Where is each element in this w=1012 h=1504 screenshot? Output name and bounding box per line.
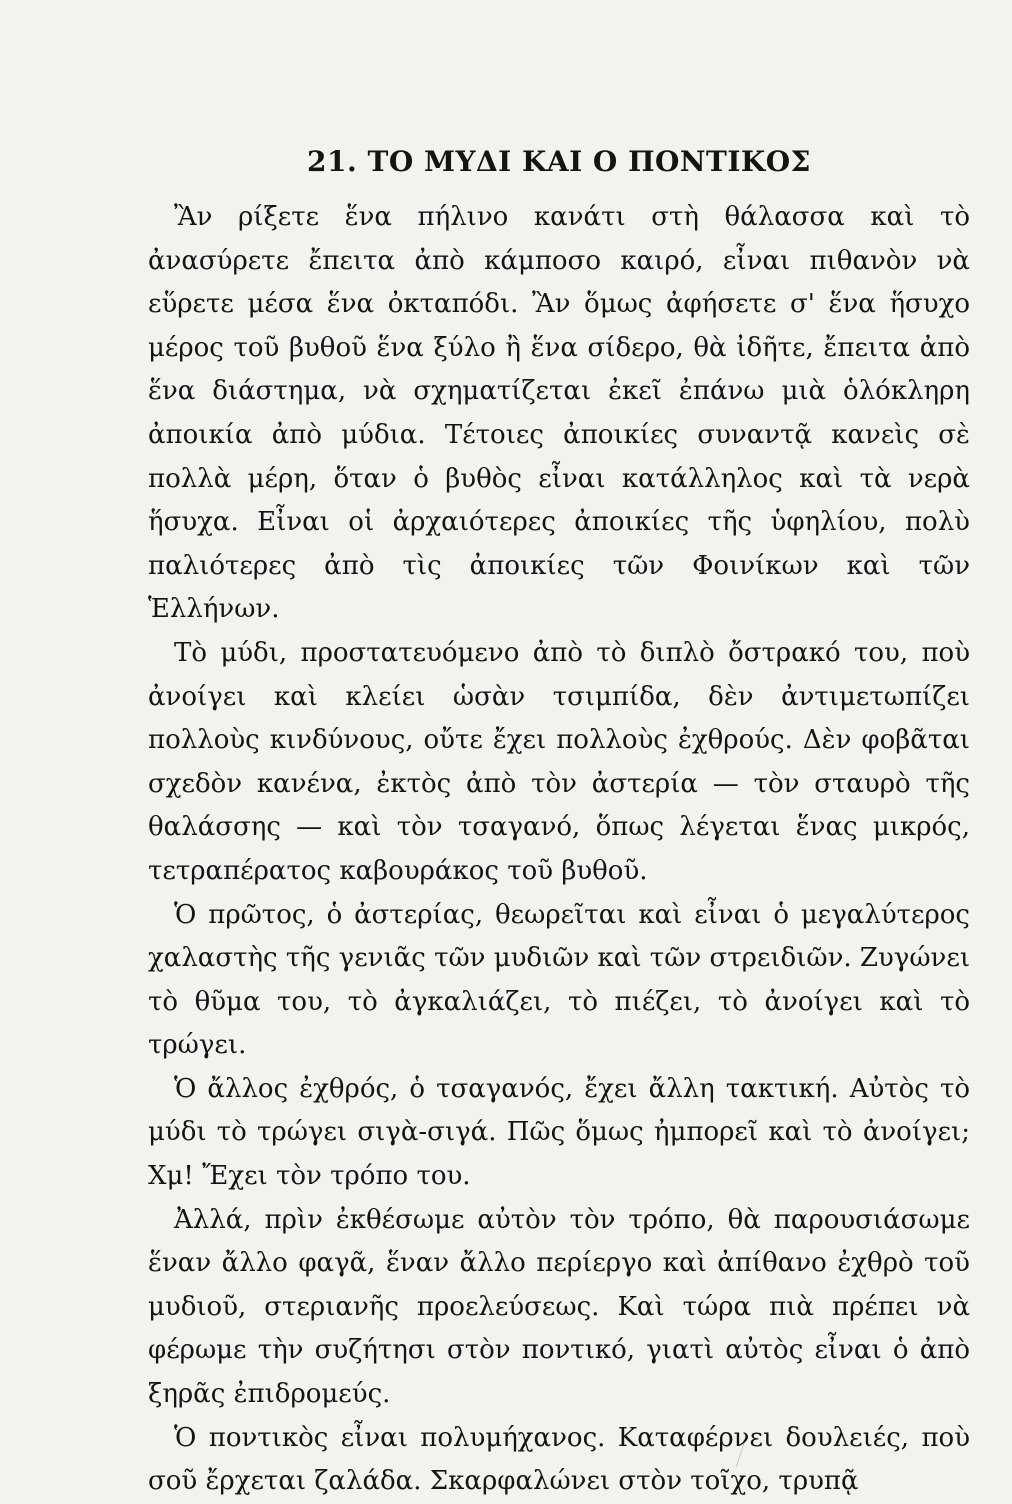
- book-page: [148, 140, 970, 1504]
- paragraph-6: Ὁ ποντικὸς εἶναι πολυμήχανος. Καταφέρνει δουλειές, ποὺ σοῦ ἔρχεται ζαλάδα. Σκαρφαλώνει στὸν τοῖχο, τρυπᾷ: [148, 1422, 970, 1497]
- paragraph-1: Ἂν ρίξετε ἕνα πήλινο κανάτι στὴ θάλασσα καὶ τὸ ἀνασύρετε ἔπειτα ἀπὸ κάμποσο καιρό, εἶναι πιθανὸν νὰ εὕρετε μέσα ἕνα ὀκταπόδι. Ἂν ὅμως ἀφήσετε σ' ἕνα ἥσυχο μέρος τοῦ βυθοῦ ἕνα ξύλο ἢ ἕνα σίδερο, θὰ ἰδῆτε, ἔπειτα ἀπὸ ἕνα διάστημα, νὰ σχηματίζεται ἐκεῖ ἐπάνω μιὰ ὁλόκληρη ἀποικία ἀπὸ μύδια. Τέτοιες ἀποικίες συναντᾷ κανεὶς σὲ πολλὰ μέρη, ὅταν ὁ βυθὸς εἶναι κατάλληλος καὶ τὰ νερὰ ἥσυχα. Εἶναι οἱ ἀρχαιότερες ἀποικίες τῆς ὑφηλίου, πολὺ παλιότερες ἀπὸ τὶς ἀποικίες τῶν Φοινίκων καὶ τῶν Ἑλλήνων.: [148, 202, 970, 625]
- paragraph-5: Ἀλλά, πρὶν ἐκθέσωμε αὐτὸν τὸν τρόπο, θὰ παρουσιάσωμε ἕναν ἄλλο φαγᾶ, ἕναν ἄλλο περίεργο καὶ ἀπίθανο ἐχθρὸ τοῦ μυδιοῦ, στεριανῆς προελεύσεως. Καὶ τώρα πιὰ πρέπει νὰ φέρωμε τὴν συζήτησι στὸν ποντικό, γιατὶ αὐτὸς εἶναι ὁ ἀπὸ ξηρᾶς ἐπιδρομεύς.: [148, 1204, 970, 1410]
- paragraph-3: Ὁ πρῶτος, ὁ ἀστερίας, θεωρεῖται καὶ εἶναι ὁ μεγαλύτερος χαλαστὴς τῆς γενιᾶς τῶν μυδιῶν καὶ τῶν στρειδιῶν. Ζυγώνει τὸ θῦμα του, τὸ ἀγκαλιάζει, τὸ πιέζει, τὸ ἀνοίγει καὶ τὸ τρώγει.: [148, 899, 971, 1061]
- chapter-title: 21. ΤΟ ΜΥΔΙ ΚΑΙ Ο ΠΟΝΤΙΚΟΣ: [307, 145, 811, 178]
- paragraph-4: Ὁ ἄλλος ἐχθρός, ὁ τσαγανός, ἔχει ἄλλη τακτική. Αὐτὸς τὸ μύδι τὸ τρώγει σιγὰ-σιγά. Πῶς ὅμως ἠμπορεῖ καὶ τὸ ἀνοίγει; Χμ! Ἔχει τὸν τρόπο του.: [148, 1073, 970, 1192]
- paragraph-2: Τὸ μύδι, προστατευόμενο ἀπὸ τὸ διπλὸ ὄστρακό του, ποὺ ἀνοίγει καὶ κλείει ὡσὰν τσιμπίδα, δὲν ἀντιμετωπίζει πολλοὺς κινδύνους, οὔτε ἔχει πολλοὺς ἐχθρούς. Δὲν φοβᾶται σχεδὸν κανένα, ἐκτὸς ἀπὸ τὸν ἀστερία — τὸν σταυρὸ τῆς θαλάσσης — καὶ τὸν τσαγανό, ὅπως λέγεται ἕνας μικρός, τετραπέρατος καβουράκος τοῦ βυθοῦ.: [148, 637, 970, 886]
